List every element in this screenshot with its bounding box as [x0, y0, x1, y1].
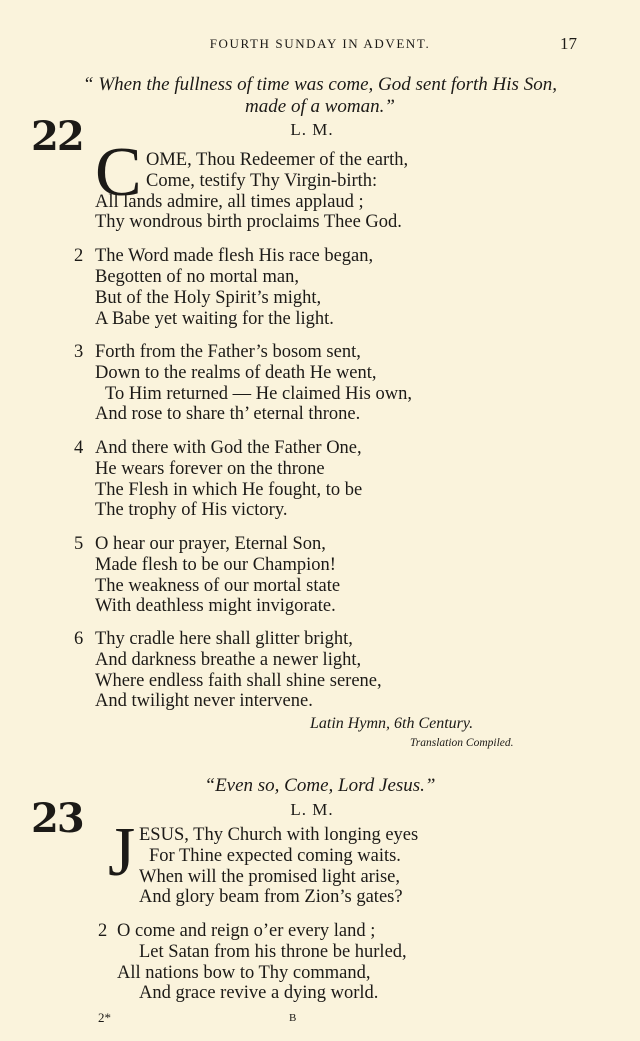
- hymn22-epigraph-line2: made of a woman.”: [245, 96, 395, 117]
- hymn22-drop-cap: C: [95, 134, 142, 211]
- hymn23-epigraph: “Even so, Come, Lord Jesus.”: [204, 775, 436, 796]
- hymn23-s1-line4: And glory beam from Zion’s gates?: [139, 887, 403, 907]
- running-head: FOURTH SUNDAY IN ADVENT.: [209, 36, 431, 51]
- hymn22-translation: Translation Compiled.: [410, 737, 514, 749]
- hymn22-s6-line3: Where endless faith shall shine serene,: [95, 671, 382, 691]
- hymn22-s2-line1: The Word made flesh His race began,: [95, 246, 374, 266]
- hymn22-s5-line3: The weakness of our mortal state: [95, 576, 341, 596]
- hymn23-s2-line2: Let Satan from his throne be hurled,: [139, 942, 407, 962]
- hymn23-stanza-number: 2: [98, 921, 108, 941]
- hymn23-meter: L. M.: [290, 800, 334, 819]
- hymn22-number: 22: [31, 113, 83, 160]
- hymn22-s5-line4: With deathless might invigorate.: [95, 596, 336, 616]
- hymn22-s3-line3: To Him returned — He claimed His own,: [105, 384, 412, 404]
- hymn22-stanza-number: 5: [74, 534, 84, 554]
- hymn22-s6-line4: And twilight never intervene.: [95, 691, 313, 711]
- hymn22-s1-line3: All lands admire, all times applaud ;: [95, 192, 364, 212]
- hymn22-s4-line3: The Flesh in which He fought, to be: [95, 480, 363, 500]
- hymn23-s2-line1: O come and reign o’er every land ;: [117, 921, 376, 941]
- hymn22-s3-line4: And rose to share th’ eternal throne.: [95, 404, 361, 424]
- page-number: 17: [560, 34, 577, 53]
- gathering-letter: B: [289, 1012, 298, 1024]
- hymn23-s1-line1: ESUS, Thy Church with longing eyes: [139, 825, 419, 845]
- hymn22-stanza-number: 6: [74, 629, 84, 649]
- hymn22-s5-line1: O hear our prayer, Eternal Son,: [95, 534, 326, 554]
- hymn22-s6-line2: And darkness breathe a newer light,: [95, 650, 362, 670]
- hymn22-s1-line4: Thy wondrous birth proclaims Thee God.: [95, 212, 402, 232]
- hymn23-s1-line2: For Thine expected coming waits.: [149, 846, 401, 866]
- hymn22-s4-line4: The trophy of His victory.: [95, 500, 288, 520]
- hymn22-s6-line1: Thy cradle here shall glitter bright,: [95, 629, 353, 649]
- hymn22-s3-line1: Forth from the Father’s bosom sent,: [95, 342, 361, 362]
- hymn22-stanza-number: 4: [74, 438, 84, 458]
- hymn22-s2-line4: A Babe yet waiting for the light.: [95, 309, 334, 329]
- hymn22-attribution: Latin Hymn, 6th Century.: [310, 715, 474, 732]
- hymn22-epigraph-line1: “ When the fullness of time was come, God sent forth His Son,: [83, 74, 557, 95]
- hymn22-s3-line2: Down to the realms of death He went,: [95, 363, 377, 383]
- hymn22-stanza-number: 3: [74, 342, 84, 362]
- hymn22-s4-line1: And there with God the Father One,: [95, 438, 362, 458]
- hymn23-s2-line4: And grace revive a dying world.: [139, 983, 379, 1003]
- hymn23-s2-line3: All nations bow to Thy command,: [117, 963, 371, 983]
- hymn23-drop-cap: J: [108, 814, 136, 891]
- hymn22-s2-line2: Begotten of no mortal man,: [95, 267, 299, 287]
- hymn22-meter: L. M.: [290, 120, 334, 139]
- hymn22-s2-line3: But of the Holy Spirit’s might,: [95, 288, 322, 308]
- hymn22-s5-line2: Made flesh to be our Champion!: [95, 555, 336, 575]
- hymn22-stanza-number: 2: [74, 246, 84, 266]
- hymn23-number: 23: [31, 795, 83, 842]
- hymn22-s1-line1: OME, Thou Redeemer of the earth,: [146, 150, 409, 170]
- hymn22-s4-line2: He wears forever on the throne: [95, 459, 325, 479]
- signature-mark: 2*: [98, 1010, 111, 1025]
- hymn22-s1-line2: Come, testify Thy Virgin-birth:: [146, 171, 378, 191]
- hymn23-s1-line3: When will the promised light arise,: [139, 867, 400, 887]
